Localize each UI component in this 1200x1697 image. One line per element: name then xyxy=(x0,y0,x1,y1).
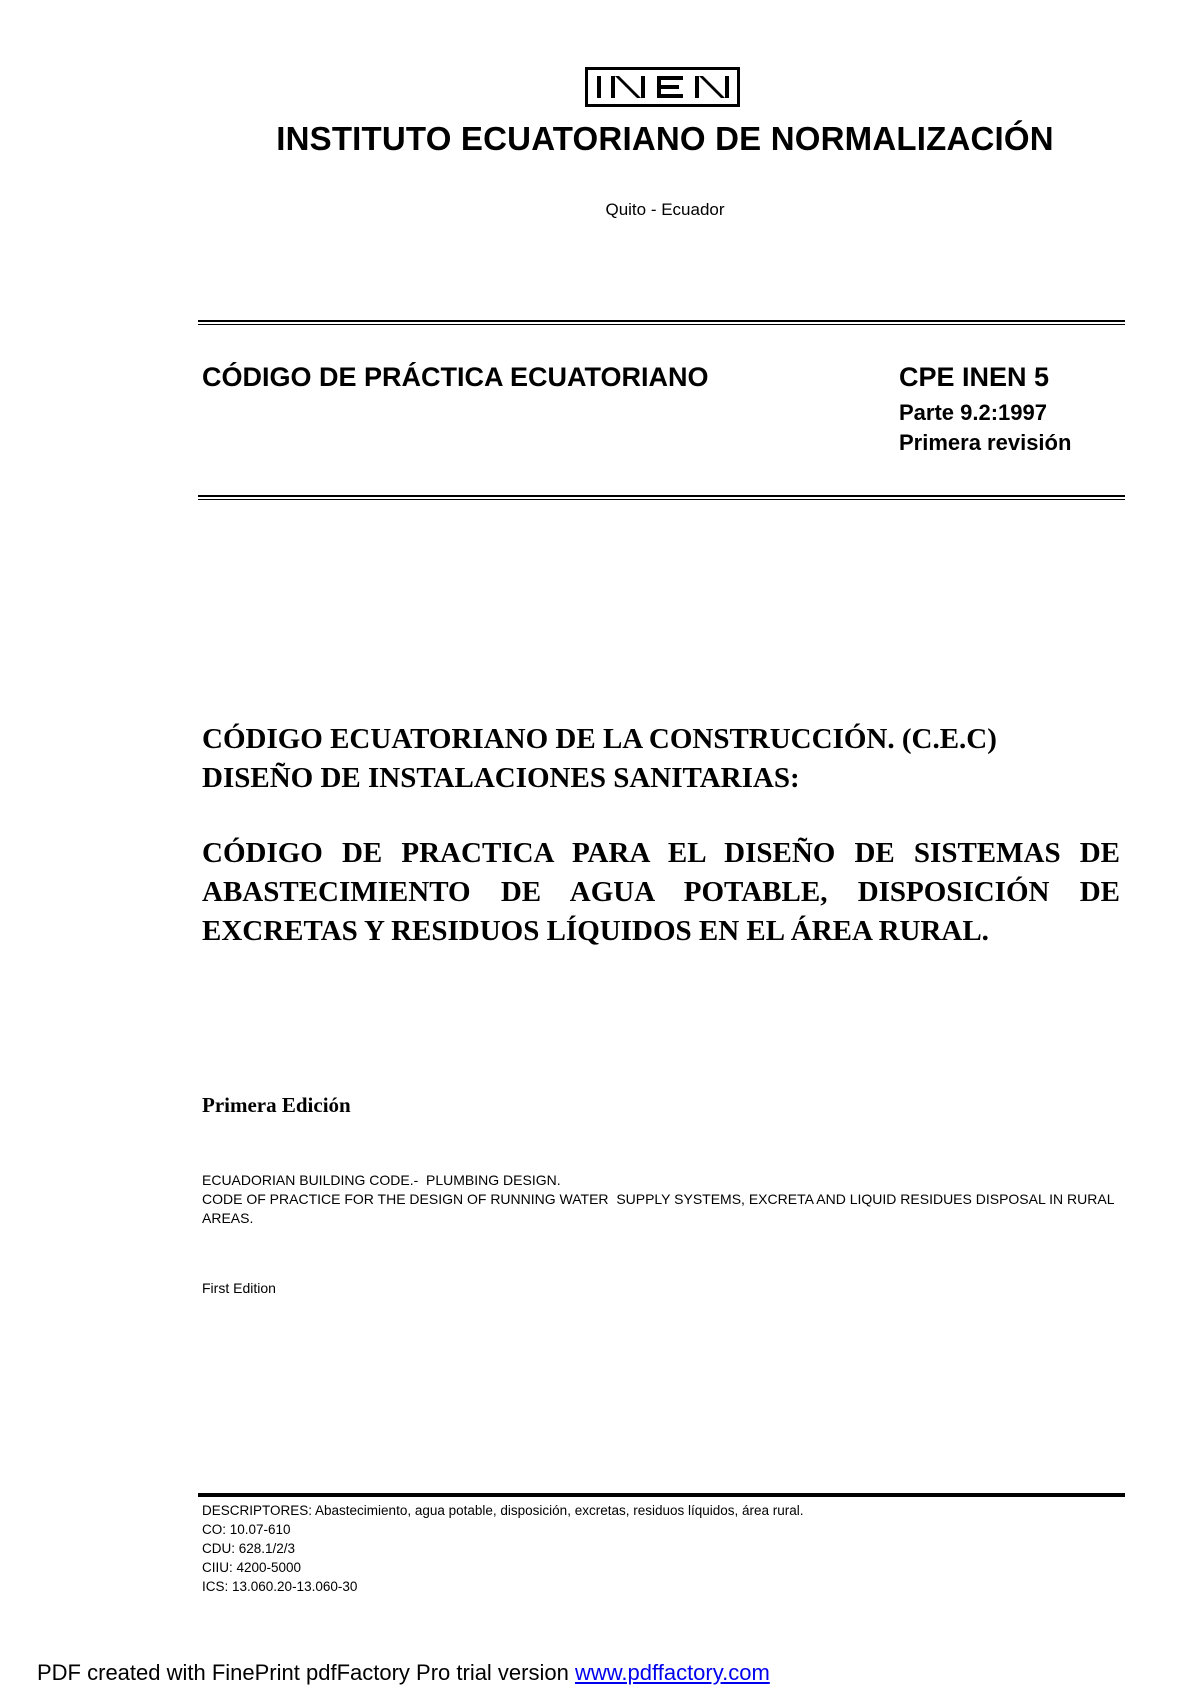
english-title-line-1: ECUADORIAN BUILDING CODE.- PLUMBING DESIGN. xyxy=(202,1172,561,1188)
institute-location: Quito - Ecuador xyxy=(605,200,725,219)
standard-id: CPE INEN 5 xyxy=(899,362,1050,392)
descriptor-ics: ICS: 13.060.20-13.060-30 xyxy=(202,1579,358,1594)
pdffactory-link[interactable]: www.pdffactory.com xyxy=(574,1660,770,1685)
edition-spanish: Primera Edición xyxy=(202,1093,351,1117)
standard-part: Parte 9.2:1997 xyxy=(899,400,1047,425)
pdf-footer xyxy=(37,1660,770,1686)
descriptors-keywords: DESCRIPTORES: Abastecimiento, agua potable, disposición, excretas, residuos líquidos, área rural. xyxy=(202,1503,804,1518)
english-title-block xyxy=(202,1171,1142,1228)
descriptors-block xyxy=(202,1501,1122,1596)
header-rule-bottom xyxy=(198,495,1125,500)
document-subtitle: CÓDIGO DE PRACTICA PARA EL DISEÑO DE SISTEMAS DE ABASTECIMIENTO DE AGUA POTABLE, DISPOSICIÓN DE EXCRETAS Y RESIDUOS LÍQUIDOS EN EL ÁREA RURAL. xyxy=(202,837,1120,947)
header-rule-top xyxy=(198,320,1125,325)
descriptor-co: CO: 10.07-610 xyxy=(202,1522,291,1537)
edition-english: First Edition xyxy=(202,1280,276,1296)
descriptor-cdu: CDU: 628.1/2/3 xyxy=(202,1541,296,1556)
institute-name: INSTITUTO ECUATORIANO DE NORMALIZACIÓN xyxy=(276,120,1054,157)
english-title-line-2: CODE OF PRACTICE FOR THE DESIGN OF RUNNING WATER SUPPLY SYSTEMS, EXCRETA AND LIQUID RESIDUES DISPOSAL IN RURAL AREAS. xyxy=(202,1191,1118,1226)
inen-logo xyxy=(585,67,740,107)
inen-logo-mark xyxy=(585,67,740,107)
descriptors-rule xyxy=(198,1493,1125,1497)
standard-type: CÓDIGO DE PRÁCTICA ECUATORIANO xyxy=(202,362,709,392)
document-title-line-2: DISEÑO DE INSTALACIONES SANITARIAS: xyxy=(202,762,800,794)
standard-revision: Primera revisión xyxy=(899,430,1072,455)
document-title-line-1: CÓDIGO ECUATORIANO DE LA CONSTRUCCIÓN. (C.E.C) xyxy=(202,723,997,755)
footer-text: PDF created with FinePrint pdfFactory Pro trial version xyxy=(37,1660,575,1685)
descriptor-ciiu: CIIU: 4200-5000 xyxy=(202,1560,302,1575)
